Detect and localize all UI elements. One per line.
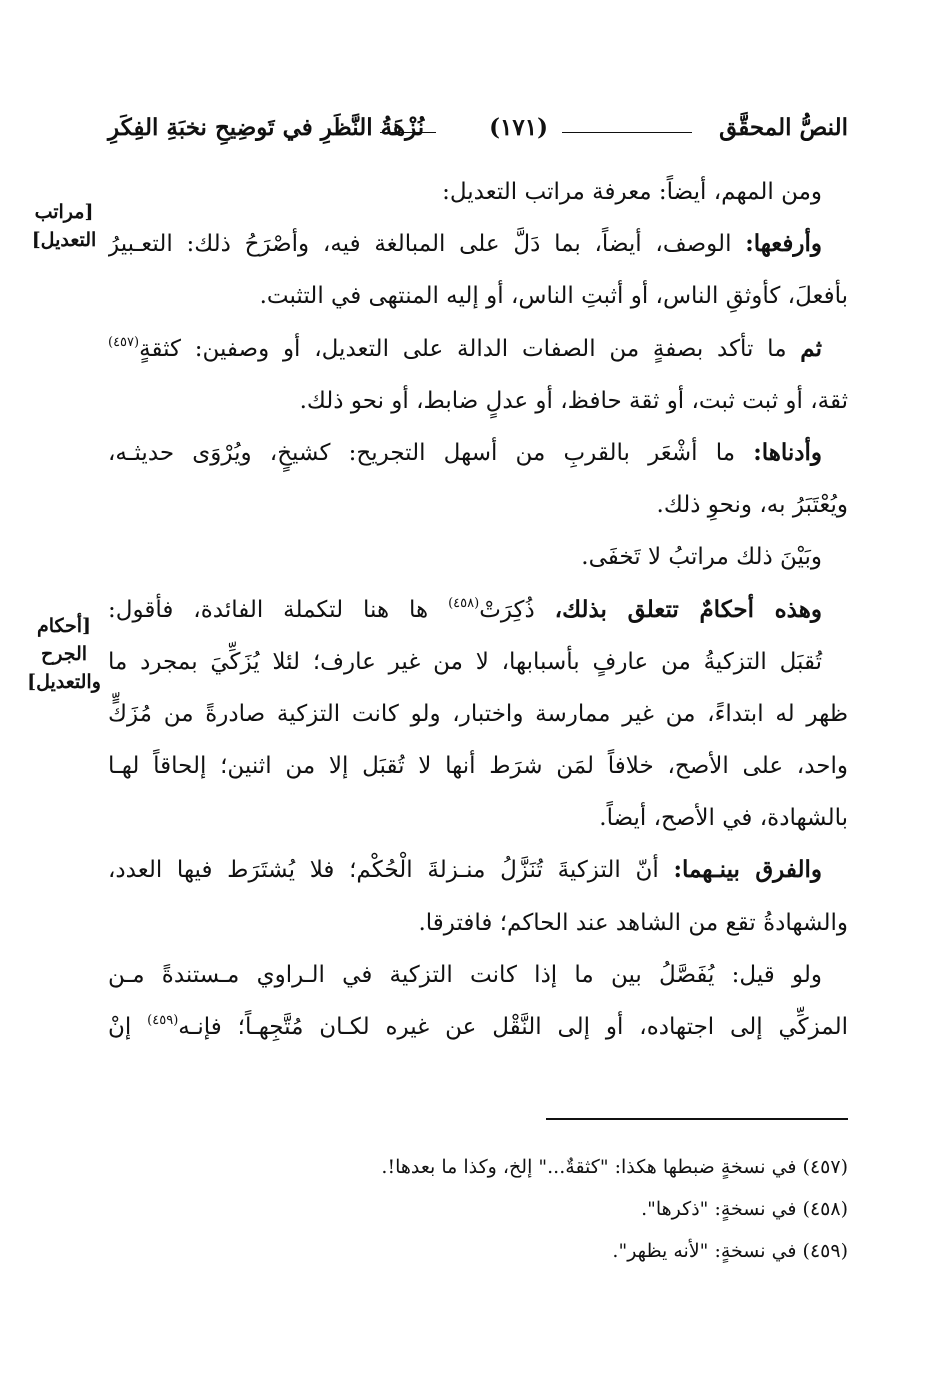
text-line: ومن المهم، أيضاً: معرفة مراتب التعديل:: [442, 179, 822, 205]
margin-note-line: [أحكام: [36, 615, 92, 637]
text-line: بالشهادة، في الأصح، أيضاً.: [599, 805, 848, 832]
text-line: تُقبَل التزكيةُ من عارفٍ بأسبابها، لا من غير عارف؛ لئلا يُزَكِّيَ بمجرد ما: [108, 648, 822, 675]
margin-note-line: والتعديل]: [27, 671, 101, 693]
text-line: وأرفعها: الوصف، أيضاً، بما دَلَّ على المبالغة فيه، وأصْرَحُ ذلك: التعـبيرُ: [108, 230, 822, 258]
margin-note-line: التعديل]: [31, 229, 97, 251]
text-line: والفرق بينـهما: أنّ التزكيةَ تُنَزَّلُ منـزلةَ الْحُكْم؛ فلا يُشتَرَط فيها العدد،: [108, 856, 822, 884]
header-book-title: نُزْهَةُ النَّظَرِ في تَوضِيحِ نخبَةِ الفِكَرِ: [108, 114, 425, 141]
footnote: (٤٥٩) في نسخةٍ: "لأنه يظهر".: [612, 1240, 848, 1262]
text-line: ولو قيل: يُفَصَّلُ بين ما إذا كانت التزكية في الـراوي مـستندةً مـن: [108, 961, 822, 988]
text-line: وأدناها: ما أشْعَر بالقربِ من أسهل التجريح: كشيخٍ، ويُرْوَى حديثـه،: [108, 438, 822, 466]
text-line: وبَيْنَ ذلك مراتبُ لا تَخفَى.: [581, 544, 822, 571]
text-line: بأفعلَ، كأوثقِ الناس، أو أثبتِ الناس، أو إليه المنتهى في التثبت.: [259, 283, 848, 310]
header-page-number: (١٧١): [489, 114, 548, 141]
footnote-ref: (٤٥٩): [147, 1013, 179, 1028]
text-line: ظهر له ابتداءً، من غير ممارسة واختبار، ولو كانت التزكية صادرةً من مُزَكٍّ: [108, 700, 848, 727]
margin-note-jarh-tadil-rulings: [18, 612, 110, 696]
header-section-title: النصُّ المحقَّق: [719, 114, 848, 141]
main-text: [108, 166, 848, 1053]
footnote-ref: (٤٥٧): [108, 334, 140, 350]
margin-note-line: [مراتب: [34, 201, 94, 223]
footnote-ref: (٤٥٨): [448, 595, 480, 611]
margin-note-ranks-of-tadil: [18, 198, 110, 254]
text-line: ثم ما تأكد بصفةٍ من الصفات الدالة على التعديل، أو وصفين: كثقةٍ$^{(٤٥٧)}$: [108, 334, 822, 362]
text-line: ويُعْتَبَرُ به، ونحوِ ذلك.: [656, 492, 848, 519]
text-line: واحد، على الأصح، خلافاً لمَن شرَط أنها لا تُقبَل إلا من اثنين؛ إلحاقاً لهـا: [108, 753, 848, 780]
text-line: ثقة، أو ثبت ثبت، أو ثقة حافظ، أو عدلٍ ضابط، أو نحو ذلك.: [299, 387, 848, 414]
footnote: (٤٥٨) في نسخةٍ: "ذكرها".: [641, 1198, 848, 1220]
text-line: والشهادةُ تقع من الشاهد عند الحاكم؛ فافترقا.: [418, 909, 848, 936]
running-header: [108, 108, 848, 152]
footnote-separator: [546, 1118, 848, 1120]
footnotes: [108, 1146, 848, 1272]
text-line: المزكِّي إلى اجتهاده، أو إلى النَّقْل عن غيره لكـان مُتَّجِهـاً؛ فإنـه$^{(٤٥٩)}$ إنْ: [108, 1013, 848, 1040]
footnote: (٤٥٧) في نسخةٍ ضبطها هكذا: "كثقةٌ..." إلخ، وكذا ما بعدها!.: [381, 1156, 848, 1178]
text-line: وهذه أحكامٌ تتعلق بذلك، ذُكِرَتْ$^{(٤٥٨)}$ ها هنا لتكملة الفائدة، فأقول:: [108, 595, 822, 623]
margin-note-line: الجرح: [40, 643, 88, 665]
header-rule-right: [562, 132, 692, 133]
